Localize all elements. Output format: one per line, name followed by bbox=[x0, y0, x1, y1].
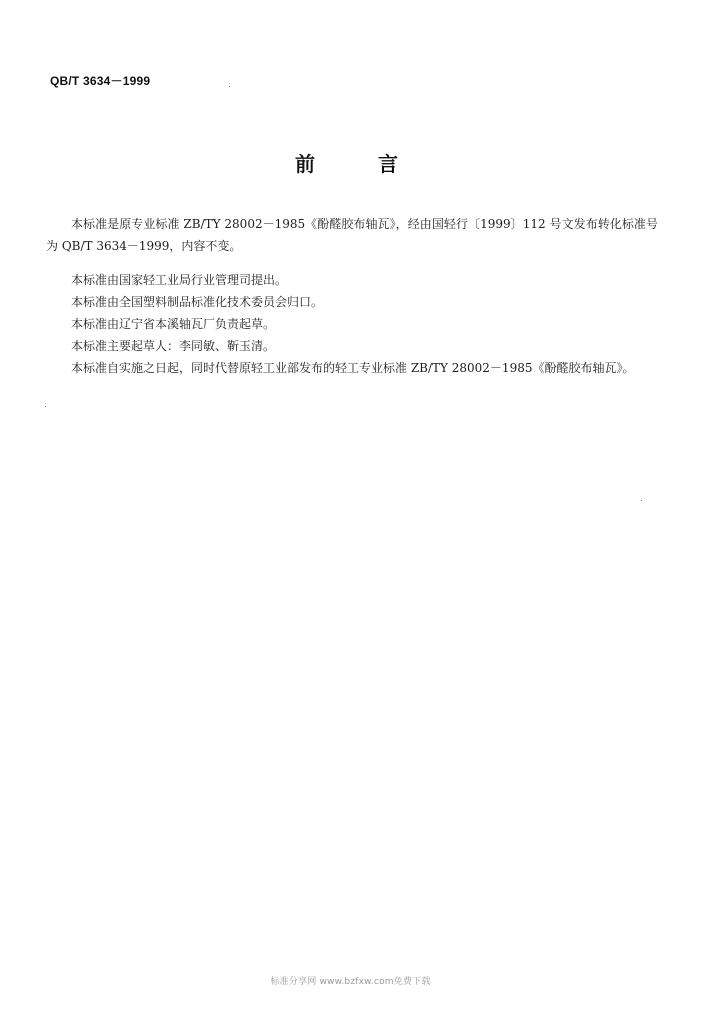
paragraph-committee: 本标准由全国塑料制品标准化技术委员会归口。 bbox=[71, 295, 324, 309]
paragraph-authors: 本标准主要起草人：李同敏、靳玉清。 bbox=[71, 339, 276, 353]
watermark-footer: 标准分享网 www.bzfxw.com免费下载 bbox=[270, 977, 431, 987]
scan-speck bbox=[641, 500, 642, 501]
standard-code: QB/T 3634－1999 bbox=[50, 74, 151, 88]
foreword-body bbox=[46, 213, 658, 379]
paragraph-origin: 本标准是原专业标准 ZB/TY 28002－1985《酚醛胶布轴瓦》，经由国轻行〔1999〕112 号文发布转化标准号为 QB/T 3634－1999，内容不变。 bbox=[46, 217, 658, 253]
paragraph-supersedes: 本标准自实施之日起，同时代替原轻工业部发布的轻工专业标准 ZB/TY 28002－1985《酚醛胶布轴瓦》。 bbox=[71, 361, 635, 375]
page-title: 前 言 bbox=[295, 152, 426, 176]
paragraph-drafter: 本标准由辽宁省本溪轴瓦厂负责起草。 bbox=[71, 317, 276, 331]
scan-speck bbox=[45, 406, 46, 407]
scan-speck bbox=[229, 86, 230, 87]
paragraph-proposer: 本标准由国家轻工业局行业管理司提出。 bbox=[71, 273, 288, 287]
